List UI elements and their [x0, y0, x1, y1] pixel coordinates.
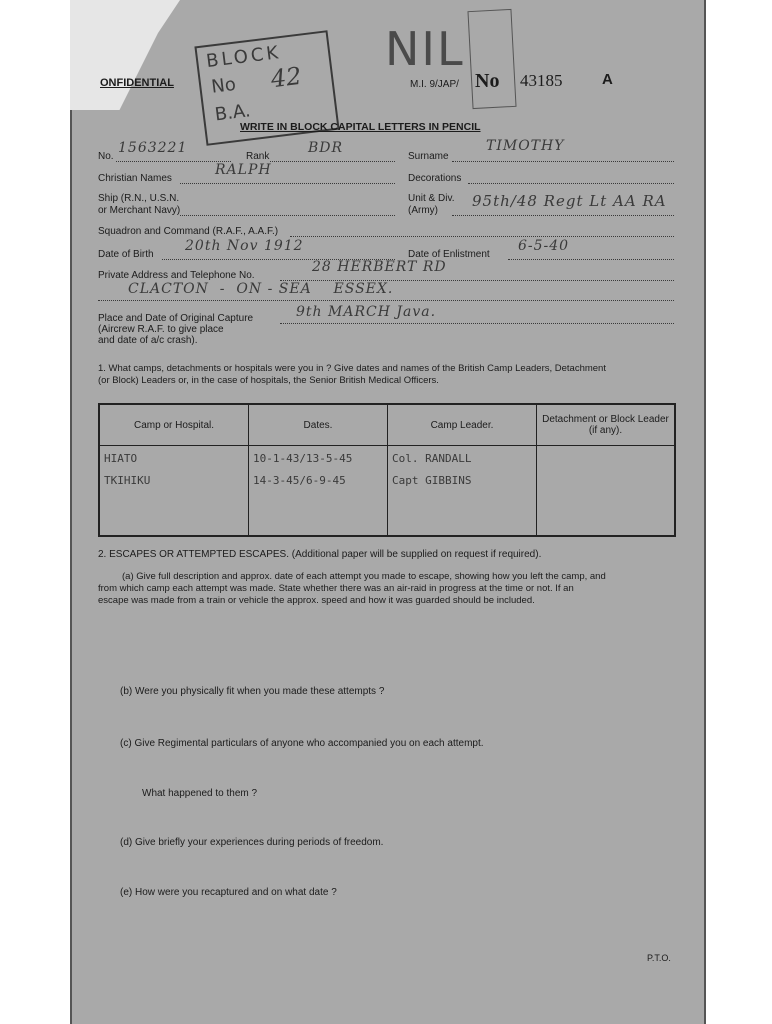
address-line-1: 28 HERBERT RD [312, 259, 447, 275]
no-label: No. [98, 151, 114, 162]
mi-reference: M.I. 9/JAP/ [410, 79, 459, 90]
capture-label-2: (Aircrew R.A.F. to give place [98, 324, 224, 335]
squadron-label: Squadron and Command (R.A.F., A.A.F.) [98, 226, 279, 237]
unit-label-2: (Army) [408, 205, 438, 216]
leader-cell [388, 446, 537, 537]
question-2a-line-2: from which camp each attempt was made. State whether there was an air-raid in progress at the time or not. If an [98, 583, 574, 594]
leader-row-1: Col. RANDALL [392, 452, 472, 465]
dates-cell [249, 446, 388, 537]
question-2a-line-3: escape was made from a train or vehicle the approx. speed and how it was guarded should be included. [98, 595, 535, 606]
unit-label: Unit & Div. [408, 193, 455, 204]
question-2-title: 2. ESCAPES OR ATTEMPTED ESCAPES. (Additional paper will be supplied on request if required). [98, 549, 542, 560]
question-1-text: 1. What camps, detachments or hospitals were you in ? Give dates and names of the British Camp Leaders, Detachment [98, 363, 606, 374]
question-2e: (e) How were you recaptured and on what date ? [120, 887, 337, 898]
stamp-line-ba: B.A. [213, 100, 252, 126]
dates-row-1: 10-1-43/13-5-45 [253, 452, 353, 465]
dates-row-2: 14-3-45/6-9-45 [253, 474, 346, 487]
christian-names-value: RALPH [215, 162, 272, 178]
nil-annotation: NIL [385, 22, 465, 76]
capture-value: 9th MARCH Java. [296, 304, 437, 320]
detachment-cell [537, 446, 676, 537]
camp-row-2: TKIHIKU [104, 474, 151, 487]
surname-value: TIMOTHY [486, 138, 565, 154]
header-camp-leader: Camp Leader. [388, 404, 537, 446]
address-label: Private Address and Telephone No. [98, 270, 255, 281]
side-stamp [467, 9, 516, 109]
no-symbol: No [475, 70, 500, 92]
dob-label: Date of Birth [98, 249, 154, 260]
stamp-line-no: No [210, 73, 238, 98]
no-value: 1563221 [118, 140, 188, 156]
header-detachment: Detachment or Block Leader (if any). [537, 404, 676, 446]
enlistment-label: Date of Enlistment [408, 249, 490, 260]
question-2b: (b) Were you physically fit when you made these attempts ? [120, 686, 385, 697]
stamp-number: 42 [269, 61, 304, 94]
question-1-text-2: (or Block) Leaders or, in the case of hospitals, the Senior British Medical Officers. [98, 375, 439, 386]
confidential-label: ONFIDENTIAL [100, 77, 174, 89]
pto-label: P.T.O. [647, 953, 671, 963]
question-2c-sub: What happened to them ? [142, 788, 258, 799]
address-line-2: CLACTON - ON - SEA ESSEX. [128, 281, 394, 297]
header-camp: Camp or Hospital. [99, 404, 249, 446]
stamp-line-block: BLOCK [205, 42, 283, 73]
question-2a-line-1: (a) Give full description and approx. date of each attempt you made to escape, showing how you left the camp, and [122, 571, 606, 582]
instruction-heading: WRITE IN BLOCK CAPITAL LETTERS IN PENCIL [240, 121, 481, 133]
leader-row-2: Capt GIBBINS [392, 474, 472, 487]
header-dates: Dates. [249, 404, 388, 446]
ship-label-2: or Merchant Navy) [98, 205, 181, 216]
question-2d: (d) Give briefly your experiences during periods of freedom. [120, 837, 384, 848]
question-2c: (c) Give Regimental particulars of anyone who accompanied you on each attempt. [120, 738, 484, 749]
camp-row-1: HIATO [104, 452, 138, 465]
capture-label: Place and Date of Original Capture [98, 313, 254, 324]
rank-label: Rank [246, 151, 270, 162]
christian-names-label: Christian Names [98, 173, 172, 184]
unit-value: 95th/48 Regt Lt AA RA [472, 192, 667, 210]
camps-table [98, 403, 676, 537]
enlistment-value: 6-5-40 [518, 238, 570, 254]
ship-label: Ship (R.N., U.S.N. [98, 193, 180, 204]
series-letter: A [602, 71, 613, 88]
camp-cell [99, 446, 249, 537]
form-number: 43185 [520, 71, 563, 90]
surname-label: Surname [408, 151, 449, 162]
decorations-label: Decorations [408, 173, 462, 184]
rank-value: BDR [308, 140, 344, 156]
capture-label-3: and date of a/c crash). [98, 335, 198, 346]
dob-value: 20th Nov 1912 [185, 238, 304, 254]
